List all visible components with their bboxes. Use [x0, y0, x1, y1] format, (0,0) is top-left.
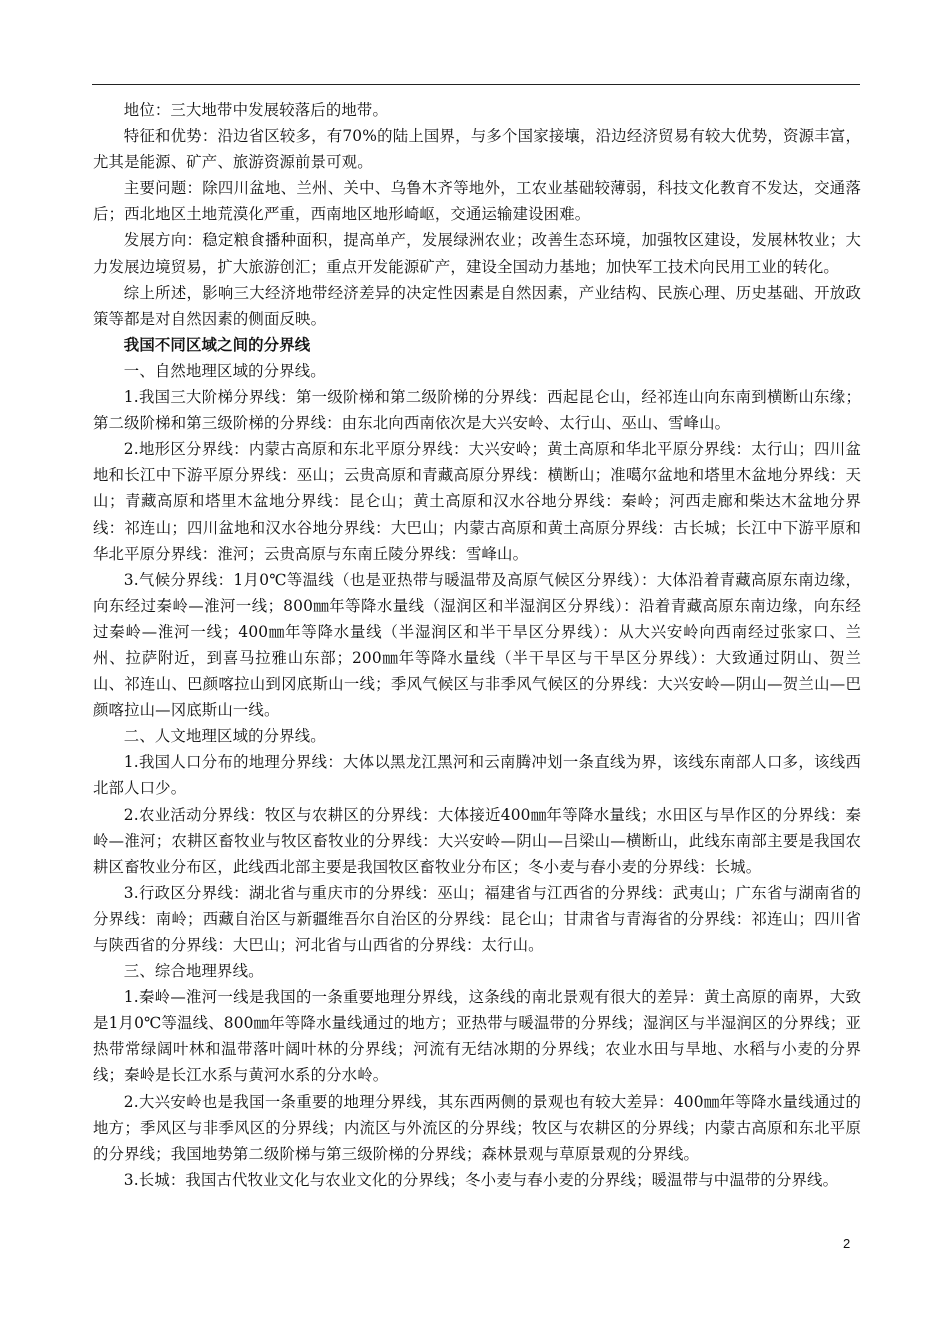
paragraph-features: 特征和优势：沿边省区较多，有70%的陆上国界，与多个国家接壤，沿边经济贸易有较大优势，资源丰富，尤其是能源、矿产、旅游资源前景可观。	[93, 127, 861, 172]
section-heading: 我国不同区域之间的分界线	[123, 335, 311, 354]
paragraph-qinling-huaihe: 1.秦岭—淮河一线是我国的一条重要地理分界线，这条线的南北景观有很大的差异：黄土高原的南界，大致是1月0℃等温线、800㎜年等降水量线通过的地方；亚热带与暖温带的分界线；湿润区与半湿润区的分界线；亚热带常绿阔叶林和温带落叶阔叶林的分界线；河流有无结冰期的分界线；农业水田与旱地、水稻与小麦的分界线；秦岭是长江水系与黄河水系的分水岭。	[93, 988, 861, 1085]
paragraph-problems: 主要问题：除四川盆地、兰州、关中、乌鲁木齐等地外，工农业基础较薄弱，科技文化教育不发达，交通落后；西北地区土地荒漠化严重，西南地区地形崎岖，交通运输建设困难。	[93, 179, 861, 224]
paragraph-status: 地位：三大地带中发展较落后的地带。	[123, 101, 388, 119]
paragraph-landform: 2.地形区分界线：内蒙古高原和东北平原分界线：大兴安岭；黄土高原和华北平原分界线：太行山；四川盆地和长江中下游平原分界线：巫山；云贵高原和青藏高原分界线：横断山；准噶尔盆地和塔里木盆地分界线：天山；青藏高原和塔里木盆地分界线：昆仑山；黄土高原和汉水谷地分界线：秦岭；河西走廊和柴达木盆地分界线：祁连山；四川盆地和汉水谷地分界线：大巴山；内蒙古高原和黄土高原分界线：古长城；长江中下游平原和华北平原分界线：淮河；云贵高原与东南丘陵分界线：雪峰山。	[93, 440, 861, 563]
paragraph-population: 1.我国人口分布的地理分界线：大体以黑龙江黑河和云南腾冲划一条直线为界，该线东南部人口多，该线西北部人口少。	[93, 753, 861, 798]
paragraph-terrain-steps: 1.我国三大阶梯分界线：第一级阶梯和第二级阶梯的分界线：西起昆仑山，经祁连山向东南到横断山东缘；第二级阶梯和第三级阶梯的分界线：由东北向西南依次是大兴安岭、太行山、巫山、雪峰山。	[93, 388, 861, 433]
header-rule	[92, 84, 860, 85]
paragraph-direction: 发展方向：稳定粮食播种面积，提高单产，发展绿洲农业；改善生态环境，加强牧区建设，发展林牧业；大力发展边境贸易，扩大旅游创汇；重点开发能源矿产，建设全国动力基地；加快军工技术向民用工业的转化。	[93, 231, 861, 276]
paragraph-daxinganling: 2.大兴安岭也是我国一条重要的地理分界线，其东西两侧的景观也有较大差异：400㎜年等降水量线通过的地方；季风区与非季风区的分界线；内流区与外流区的分界线；牧区与农耕区的分界线；内蒙古高原和东北平原的分界线；我国地势第二级阶梯与第三级阶梯的分界线；森林景观与草原景观的分界线。	[93, 1092, 861, 1163]
page-body	[93, 97, 861, 1193]
paragraph-agriculture: 2.农业活动分界线：牧区与农耕区的分界线：大体接近400㎜年等降水量线；水田区与旱作区的分界线：秦岭—淮河；农耕区畜牧业与牧区畜牧业的分界线：大兴安岭—阴山—吕梁山—横断山，此线东南部主要是我国农耕区畜牧业分布区，此线西北部主要是我国牧区畜牧业分布区；冬小麦与春小麦的分界线：长城。	[93, 805, 861, 876]
paragraph-climate: 3.气候分界线：1月0℃等温线（也是亚热带与暖温带及高原气候区分界线）：大体沿着青藏高原东南边缘，向东经过秦岭—淮河一线；800㎜年等降水量线（湿润区和半湿润区分界线）：沿着青藏高原东南边缘，向东经过秦岭—淮河一线；400㎜年等降水量线（半湿润区和半干旱区分界线）：从大兴安岭向西南经过张家口、兰州、拉萨附近，到喜马拉雅山东部；200㎜年等降水量线（半干旱区与干旱区分界线）：大致通过阴山、贺兰山、祁连山、巴颜喀拉山到冈底斯山一线；季风气候区与非季风气候区的分界线：大兴安岭—阴山—贺兰山—巴颜喀拉山—冈底斯山一线。	[93, 570, 861, 720]
subsection-comprehensive: 三、综合地理界线。	[123, 962, 264, 981]
subsection-human: 二、人文地理区域的分界线。	[123, 727, 326, 746]
paragraph-great-wall: 3.长城：我国古代牧业文化与农业文化的分界线；冬小麦与春小麦的分界线；暖温带与中温带的分界线。	[123, 1170, 839, 1189]
paragraph-summary: 综上所述，影响三大经济地带经济差异的决定性因素是自然因素，产业结构、民族心理、历史基础、开放政策等都是对自然因素的侧面反映。	[93, 283, 861, 328]
page-number: 2	[843, 1236, 851, 1251]
subsection-natural: 一、自然地理区域的分界线。	[123, 361, 326, 380]
paragraph-administrative: 3.行政区分界线：湖北省与重庆市的分界线：巫山；福建省与江西省的分界线：武夷山；广东省与湖南省的分界线：南岭；西藏自治区与新疆维吾尔自治区的分界线：昆仑山；甘肃省与青海省的分界线：祁连山；四川省与陕西省的分界线：大巴山；河北省与山西省的分界线：太行山。	[93, 883, 861, 954]
